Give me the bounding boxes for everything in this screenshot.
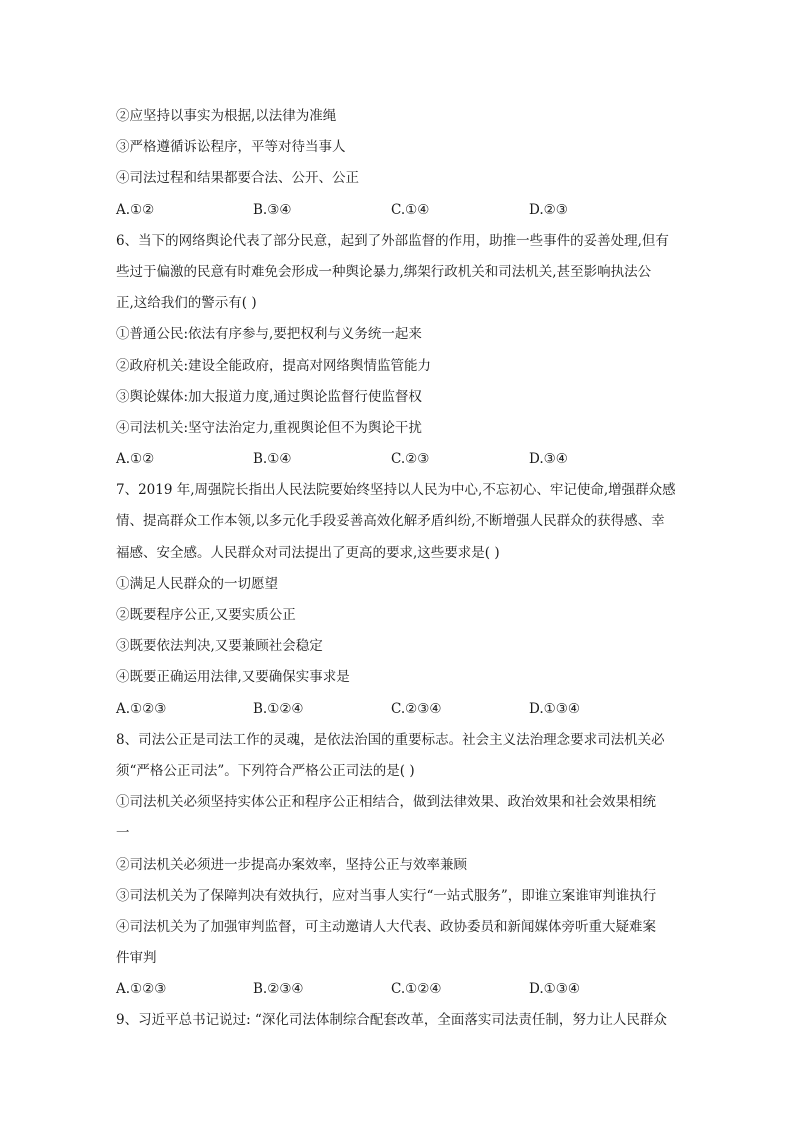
q6-stem-line-2: 些过于偏激的民意有时难免会形成一种舆论暴力,绑架行政机关和司法机关,甚至影响执法公 — [116, 263, 652, 280]
q5-option-b: B.③④ — [253, 201, 292, 218]
q7-options — [116, 694, 682, 725]
q6-stem-line-3: 正,这给我们的警示有( ) — [116, 295, 257, 312]
q8-option-a: A.①②③ — [116, 981, 167, 998]
q7-option-b: B.①②④ — [253, 700, 304, 717]
question-7 — [116, 475, 682, 725]
q7-stem-line-2: 情、提高群众工作本领,以多元化手段妥善高效化解矛盾纠纷,不断增强人民群众的获得感、幸 — [116, 513, 665, 530]
q6-item-2: ②政府机关:建设全能政府，提高对网络舆情监管能力 — [116, 357, 432, 374]
q6-item-1: ①普通公民:依法有序参与,要把权利与义务统一起来 — [116, 326, 422, 343]
q8-item-4-cont: 件审判 — [116, 950, 157, 967]
q7-item-1: ①满足人民群众的一切愿望 — [116, 575, 278, 592]
q7-stem-line-3: 福感、安全感。人民群众对司法提出了更高的要求,这些要求是( ) — [116, 544, 500, 561]
q8-option-b: B.②③④ — [253, 981, 304, 998]
q8-item-1-cont: 一 — [116, 825, 130, 842]
q7-stem-line-1: 7、2019 年,周强院长指出人民法院要始终坚持以人民为中心,不忘初心、牢记使命,增强群众感 — [116, 482, 676, 499]
q7-item-2: ②既要程序公正,又要实质公正 — [116, 607, 296, 623]
q5-option-c: C.①④ — [391, 201, 430, 218]
q8-item-4: ④司法机关为了加强审判监督，可主动邀请人大代表、政协委员和新闻媒体旁听重大疑难案 — [116, 918, 656, 935]
question-8 — [116, 725, 682, 1006]
q5-option-d: D.②③ — [529, 201, 568, 218]
q8-options — [116, 974, 682, 1005]
question-5 — [116, 101, 682, 226]
document-page — [116, 101, 682, 1037]
q7-item-4: ④既要正确运用法律,又要确保实事求是 — [116, 669, 350, 686]
q6-stem-line-1: 6、当下的网络舆论代表了部分民意，起到了外部监督的作用，助推一些事件的妥善处理,但有 — [116, 232, 669, 249]
q6-option-d: D.③④ — [529, 451, 568, 468]
q8-option-d: D.①③④ — [529, 981, 580, 998]
q7-option-a: A.①②③ — [116, 700, 167, 717]
q5-item-3: ③严格遵循诉讼程序，平等对待当事人 — [116, 139, 346, 156]
q5-options — [116, 195, 682, 226]
q6-options — [116, 444, 682, 475]
q6-item-4: ④司法机关:坚守法治定力,重视舆论但不为舆论干扰 — [116, 419, 422, 436]
q8-item-1: ①司法机关必须坚持实体公正和程序公正相结合，做到法律效果、政治效果和社会效果相统 — [116, 794, 656, 811]
q8-item-3: ③司法机关为了保障判决有效执行，应对当事人实行“一站式服务”，即谁立案谁审判谁执行 — [116, 887, 657, 904]
q6-option-b: B.①④ — [253, 451, 292, 468]
q8-item-2: ②司法机关必须进一步提高办案效率，坚持公正与效率兼顾 — [116, 856, 467, 873]
q7-option-c: C.②③④ — [391, 700, 442, 717]
q8-option-c: C.①②④ — [391, 981, 442, 998]
q8-stem-line-1: 8、司法公正是司法工作的灵魂，是依法治国的重要标志。社会主义法治理念要求司法机关必 — [116, 731, 665, 748]
question-9 — [116, 1005, 682, 1036]
q6-item-3: ③舆论媒体:加大报道力度,通过舆论监督行使监督权 — [116, 388, 422, 405]
q7-option-d: D.①③④ — [529, 700, 580, 717]
q7-item-3: ③既要依法判决,又要兼顾社会稳定 — [116, 638, 323, 655]
q8-stem-line-2: 须“严格公正司法”。下列符合严格公正司法的是( ) — [116, 762, 415, 779]
q6-option-c: C.②③ — [391, 451, 430, 468]
question-6 — [116, 226, 682, 476]
q6-option-a: A.①② — [116, 451, 155, 468]
q5-item-2: ②应坚持以事实为根据,以法律为准绳 — [116, 108, 337, 124]
q9-stem-line-1: 9、习近平总书记说过: “深化司法体制综合配套改革，全面落实司法责任制，努力让人民群众 — [116, 1012, 667, 1029]
q5-item-4: ④司法过程和结果都要合法、公开、公正 — [116, 170, 359, 187]
q5-option-a: A.①② — [116, 201, 155, 218]
